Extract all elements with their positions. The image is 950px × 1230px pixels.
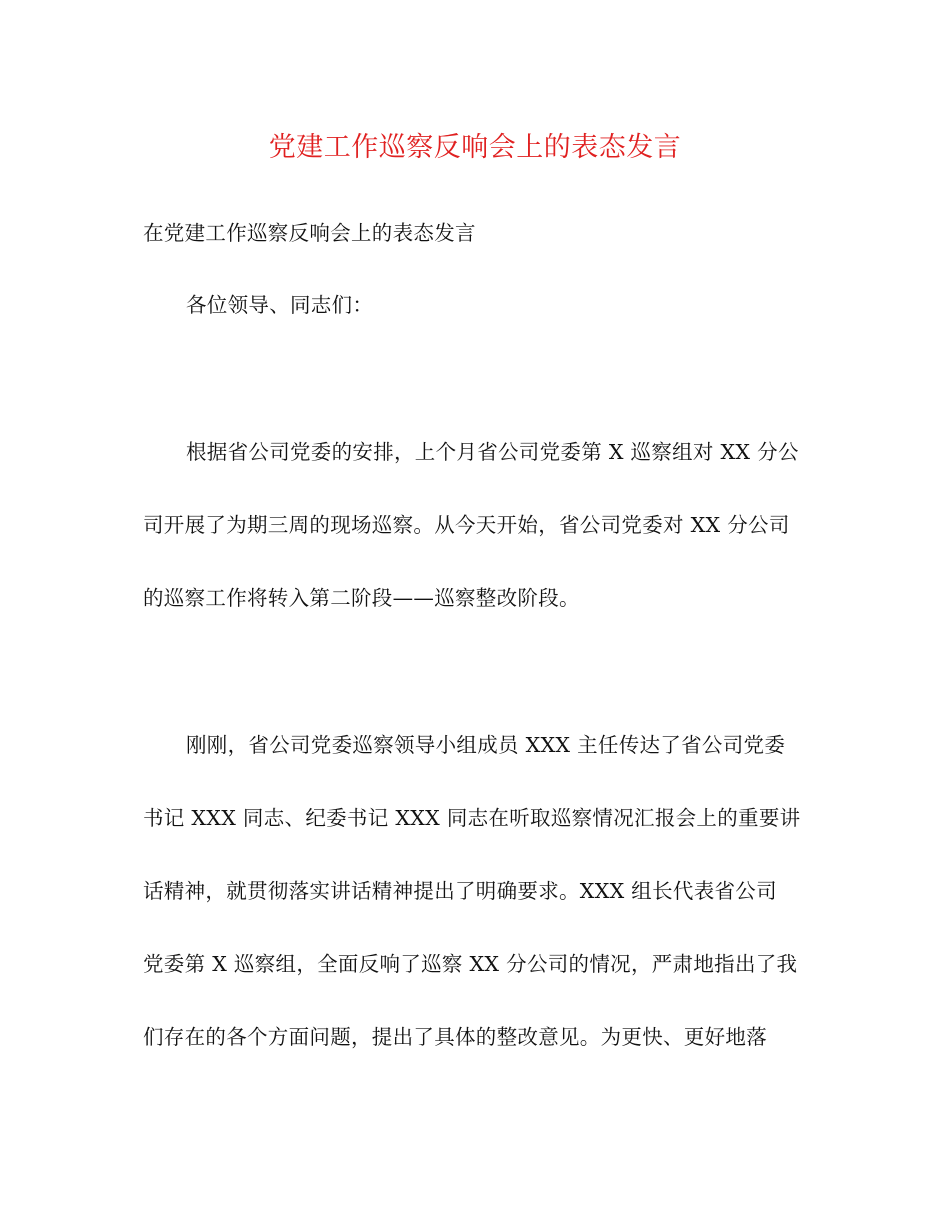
paragraph-2-line-2: 书记 XXX 同志、纪委书记 XXX 同志在听取巡察情况汇报会上的重要讲: [143, 806, 801, 830]
paragraph-1-line-2: 司开展了为期三周的现场巡察。从今天开始，省公司党委对 XX 分公司: [143, 513, 790, 537]
paragraph-2-line-3: 话精神，就贯彻落实讲话精神提出了明确要求。XXX 组长代表省公司: [143, 879, 777, 903]
paragraph-1-line-3: 的巡察工作将转入第二阶段——巡察整改阶段。: [143, 586, 580, 610]
paragraph-2-line-1: 刚刚，省公司党委巡察领导小组成员 XXX 主任传达了省公司党委: [186, 733, 786, 757]
document-title: 党建工作巡察反响会上的表态发言: [268, 132, 682, 163]
paragraph-2-line-5: 们存在的各个方面问题，提出了具体的整改意见。为更快、更好地落: [143, 1025, 767, 1049]
paragraph-1-line-1: 根据省公司党委的安排，上个月省公司党委第 X 巡察组对 XX 分公: [186, 440, 799, 464]
paragraph-2-line-4: 党委第 X 巡察组，全面反响了巡察 XX 分公司的情况，严肃地指出了我: [143, 952, 798, 976]
subtitle-line: 在党建工作巡察反响会上的表态发言: [143, 221, 476, 245]
salutation-line: 各位领导、同志们：: [186, 293, 374, 317]
